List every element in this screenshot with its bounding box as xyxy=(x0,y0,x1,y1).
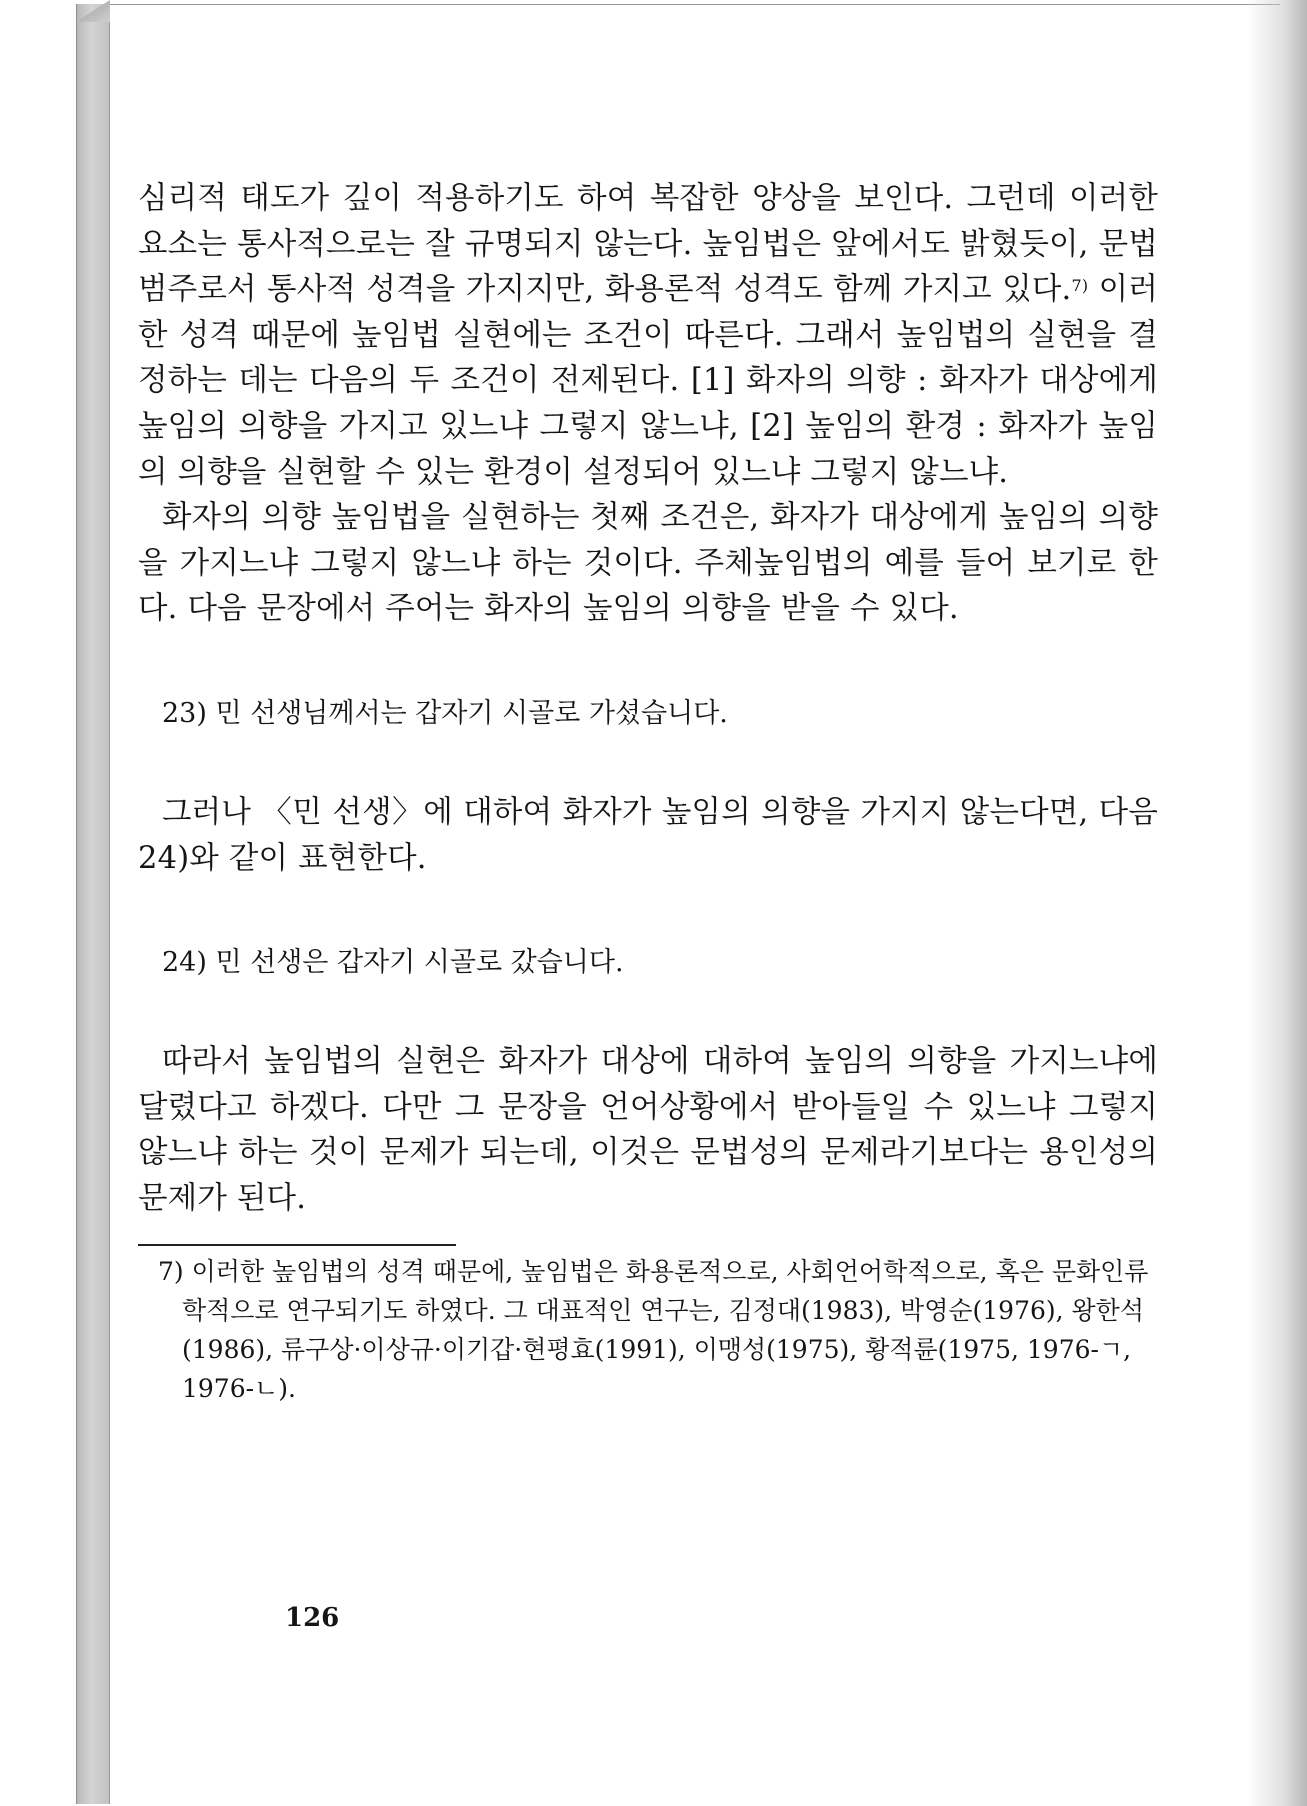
page-content xyxy=(138,176,1158,1408)
page-number: 126 xyxy=(285,1603,340,1633)
spacer xyxy=(138,881,1158,943)
paragraph-intro-part1: 심리적 태도가 깊이 적용하기도 하여 복잡한 양상을 보인다. 그런데 이러한 요소는 통사적으로는 잘 규명되지 않는다. 높임법은 앞에서도 밝혔듯이, 문법범주로서 통사적 성격을 가지지만, 화용론적 성격도 함께 가지고 있다. xyxy=(138,181,1158,308)
paragraph-therefore: 따라서 높임법의 실현은 화자가 대상에 대하여 높임의 의향을 가지느냐에 달렸다고 하겠다. 다만 그 문장을 언어상황에서 받아들일 수 있느냐 그렇지 않느냐 하는 것이 문제가 되는데, 이것은 문법성의 문제라기보다는 용인성의 문제가 된다. xyxy=(138,1044,1158,1216)
book-spine-edge xyxy=(76,4,110,1804)
spacer xyxy=(138,983,1158,1039)
spacer xyxy=(138,632,1158,694)
example-23: 23) 민 선생님께서는 갑자기 시골로 가셨습니다. xyxy=(162,697,728,729)
paragraph-intro xyxy=(138,176,1158,495)
paragraph-however: 그러나 〈민 선생〉에 대하여 화자가 높임의 의향을 가지지 않는다면, 다음 24)와 같이 표현한다. xyxy=(138,794,1158,876)
footnote-7: 7) 이러한 높임법의 성격 때문에, 높임법은 화용론적으로, 사회언어학적으로, 혹은 문화인류학적으로 연구되기도 하였다. 그 대표적인 연구는, 김정대(1983), 박영순(1976), 왕한석(1986), 류구상·이상규·이기갑·현평효(1991), 이맹성(1975), 황적륜(1975, 1976-ㄱ, 1976-ㄴ). xyxy=(158,1256,1149,1403)
footnote-divider xyxy=(138,1244,456,1246)
footnote-ref-7[interactable]: 7) xyxy=(1071,276,1089,296)
paragraph-intro-part2: 이러한 성격 때문에 높임법 실현에는 조건이 따른다. 그래서 높임법의 실현을 결정하는 데는 다음의 두 조건이 전제된다. [1] 화자의 의향 : 화자가 대상에게 높임의 의향을 가지고 있느냐 그렇지 않느냐, [2] 높임의 환경 : 화자가 높임의 의향을 실현할 수 있는 환경이 설정되어 있느냐 그렇지 않느냐. xyxy=(138,272,1158,490)
spacer xyxy=(138,734,1158,790)
page-shadow xyxy=(1247,0,1307,1806)
paragraph-speaker-intent: 화자의 의향 높임법을 실현하는 첫째 조건은, 화자가 대상에게 높임의 의향을 가지느냐 그렇지 않느냐 하는 것이다. 주체높임법의 예를 들어 보기로 한다. 다음 문장에서 주어는 화자의 높임의 의향을 받을 수 있다. xyxy=(138,500,1158,627)
example-24: 24) 민 선생은 갑자기 시골로 갔습니다. xyxy=(162,947,624,979)
